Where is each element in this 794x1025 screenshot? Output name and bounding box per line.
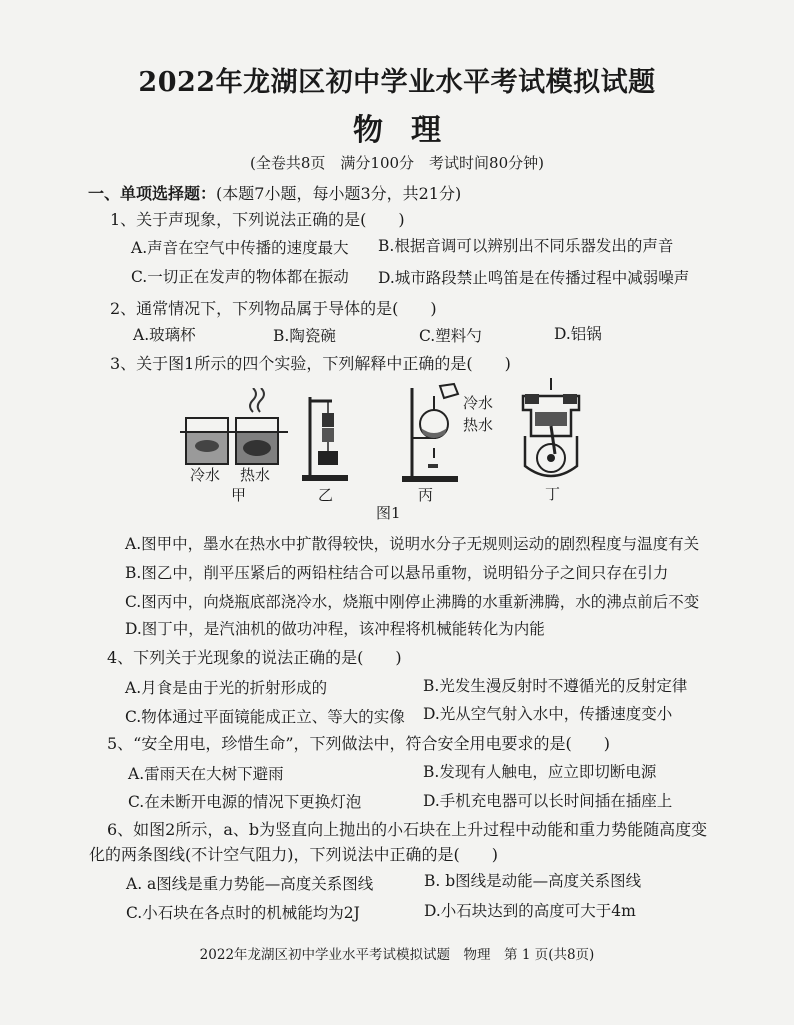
question-2-option-b: B.陶瓷碗 [273,327,336,345]
page-footer: 2022年龙湖区初中学业水平考试模拟试题 物理 第 1 页(共8页) [199,947,595,963]
question-3-option-d: D.图丁中，是汽油机的做功冲程，该冲程将机械能转化为内能 [125,620,545,638]
question-2-stem: 2、通常情况下，下列物品属于导体的是( ) [110,299,437,318]
question-2-option-c: C.塑料勺 [419,327,482,345]
figure1-hot-water-label: 热水 [240,466,271,484]
subject-title: 物理 [353,113,469,148]
question-6-option-b: B. b图线是动能—高度关系图线 [424,872,642,890]
question-4-option-b: B.光发生漫反射时不遵循光的反射定律 [423,677,688,695]
figure1-bing-diagram [400,382,462,484]
question-1-option-c: C.一切正在发声的物体都在振动 [131,268,349,286]
exam-title: 2022年龙湖区初中学业水平考试模拟试题 [138,67,656,98]
question-1-option-b: B.根据音调可以辨别出不同乐器发出的声音 [378,237,674,255]
figure1-ding-diagram [519,376,583,484]
figure1-caption: 图1 [376,504,401,522]
question-6-stem-continued: 化的两条图线(不计空气阻力)，下列说法中正确的是( ) [89,845,498,864]
question-5-option-c: C.在未断开电源的情况下更换灯泡 [128,793,362,811]
question-1-stem: 1、关于声现象，下列说法正确的是( ) [110,210,405,229]
question-6-option-d: D.小石块达到的高度可大于4m [424,902,636,920]
section-heading [88,181,461,204]
question-5-option-a: A.雷雨天在大树下避雨 [128,765,284,783]
question-4-option-a: A.月食是由于光的折射形成的 [125,679,328,697]
question-1-option-d: D.城市路段禁止鸣笛是在传播过程中减弱噪声 [378,269,690,287]
question-4-stem: 4、下列关于光现象的说法正确的是( ) [107,648,402,667]
question-2-option-a: A.玻璃杯 [133,326,196,344]
figure1-bing-cold-label: 冷水 [463,394,494,412]
figure1-yi-label: 乙 [318,486,334,504]
question-5-option-b: B.发现有人触电，应立即切断电源 [423,763,657,781]
figure1-cold-water-label: 冷水 [190,466,221,484]
question-4-option-c: C.物体通过平面镜能成正立、等大的实像 [125,708,405,726]
section-label: 一、单项选择题： [88,184,217,203]
question-6-option-a: A. a图线是重力势能—高度关系图线 [126,875,374,893]
question-3-option-b: B.图乙中，削平压紧后的两铅柱结合可以悬吊重物，说明铅分子之间只存在引力 [125,564,669,582]
question-2-option-d: D.铝锅 [554,325,602,343]
exam-info: (全卷共8页 满分100分 考试时间80分钟) [250,154,544,172]
question-6-stem: 6、如图2所示，a、b为竖直向上抛出的小石块在上升过程中动能和重力势能随高度变 [107,820,708,839]
question-3-option-a: A.图甲中，墨水在热水中扩散得较快，说明水分子无规则运动的剧烈程度与温度有关 [125,535,700,553]
figure1-bing-label: 丙 [418,486,434,504]
question-5-option-d: D.手机充电器可以长时间插在插座上 [423,792,673,810]
question-3-option-c: C.图丙中，向烧瓶底部浇冷水，烧瓶中刚停止沸腾的水重新沸腾，水的沸点前后不变 [125,593,700,611]
figure1-bing-hot-label: 热水 [463,416,494,434]
section-note: (本题7小题，每小题3分，共21分) [216,184,462,203]
figure1-yi-diagram [302,395,352,485]
question-5-stem: 5、“安全用电，珍惜生命”，下列做法中，符合安全用电要求的是( ) [107,734,611,753]
question-3-stem: 3、关于图1所示的四个实验，下列解释中正确的是( ) [110,354,511,373]
question-1-option-a: A.声音在空气中传播的速度最大 [131,239,349,257]
question-6-option-c: C.小石块在各点时的机械能均为2J [126,904,360,922]
figure1-ding-label: 丁 [545,485,561,503]
figure1-jia-label: 甲 [231,486,247,504]
question-4-option-d: D.光从空气射入水中，传播速度变小 [423,705,673,723]
